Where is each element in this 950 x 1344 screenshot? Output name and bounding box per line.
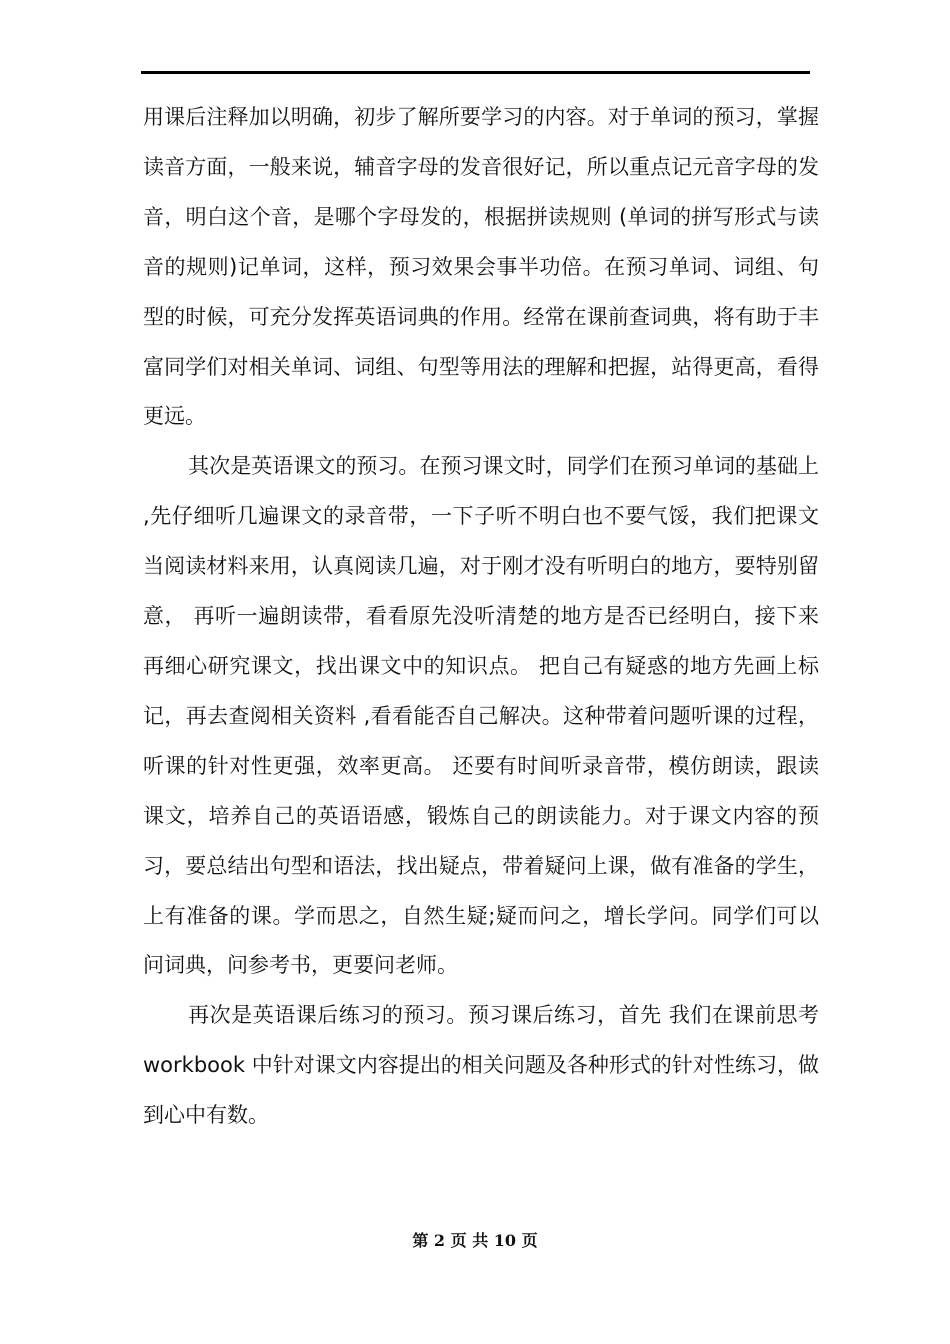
paragraph-1: 用课后注释加以明确，初步了解所要学习的内容。对于单词的预习，掌握读音方面，一般来说，辅音字母的发音很好记，所以重点记元音字母的发音，明白这个音，是哪个字母发的，根据拼读规则 (单词的拼写形式与读音的规则)记单词，这样，预习效果会事半功倍。在预习单词、词组、句型的时候，可充分发挥英语词典的作用。经常在课前查词典，将有助于丰富同学们对相关单词、词组、句型等用法的理解和把握，站得更高，看得更远。 (143, 105, 819, 429)
body-text (143, 93, 819, 1141)
paragraph-3: 再次是英语课后练习的预习。预习课后练习，首先 我们在课前思考 workbook 中针对课文内容提出的相关问题及各种形式的针对性练习，做到心中有数。 (143, 1003, 819, 1128)
paragraph-2: 其次是英语课文的预习。在预习课文时，同学们在预习单词的基础上 ,先仔细听几遍课文的录音带，一下子听不明白也不要气馁，我们把课文当阅读材料来用，认真阅读几遍，对于刚才没有听明白的地方，要特别留意， 再听一遍朗读带，看看原先没听清楚的地方是否已经明白，接下来再细心研究课文，找出课文中的知识点。 把自己有疑惑的地方先画上标记，再去查阅相关资料 ,看看能否自己解决。这种带着问题听课的过程，听课的针对性更强，效率更高。 还要有时间听录音带，模仿朗读，跟读课文，培养自己的英语语感，锻炼自己的朗读能力。对于课文内容的预习，要总结出句型和语法，找出疑点，带着疑问上课，做有准备的学生，上有准备的课。学而思之，自然生疑;疑而问之，增长学问。同学们可以问词典，问参考书，更要问老师。 (143, 454, 819, 978)
header-rule (141, 71, 810, 74)
page-number-footer: 第 2 页 共 10 页 (412, 1231, 538, 1250)
